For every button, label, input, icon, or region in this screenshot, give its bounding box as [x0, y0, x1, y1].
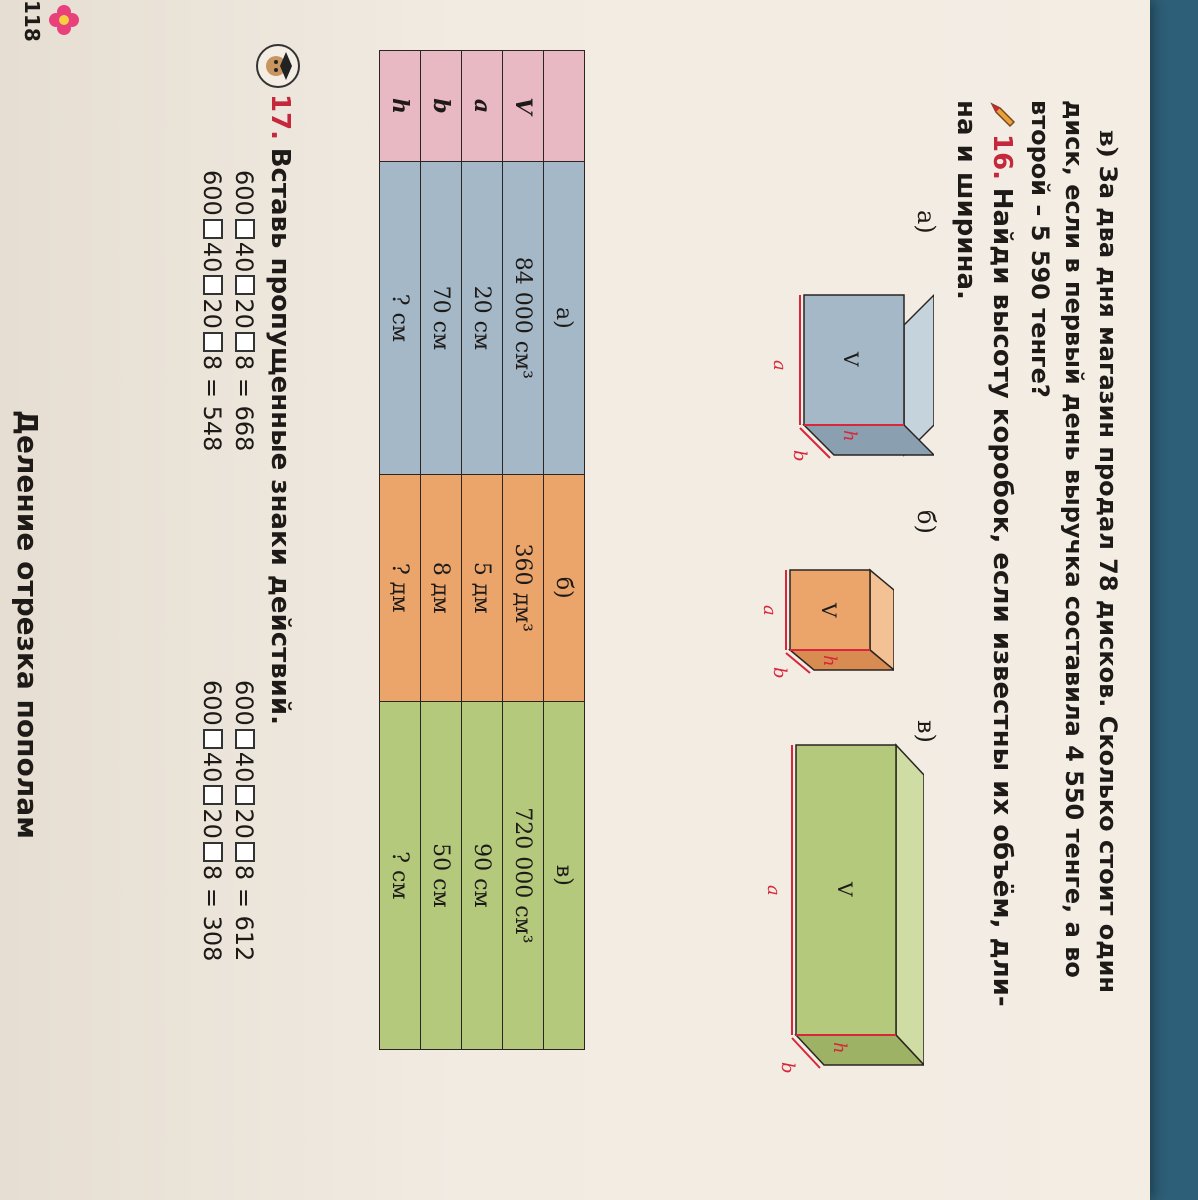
task17-number: 17. — [265, 94, 295, 141]
box-v-volume-letter: V — [833, 882, 857, 897]
equation-number: 8 — [198, 354, 226, 371]
table-row — [503, 51, 544, 1050]
equation-number: 40 — [198, 751, 226, 783]
equation-number: 40 — [198, 241, 226, 273]
table-row — [462, 51, 503, 1050]
table-cell: ? дм — [380, 474, 421, 701]
equation-result: 548 — [198, 405, 226, 452]
table-row — [421, 51, 462, 1050]
row-label-width: b — [421, 51, 462, 162]
table-cell: 5 дм — [462, 474, 503, 701]
equation-number: 20 — [230, 808, 258, 839]
row-label-length: a — [462, 51, 503, 162]
equation-right-1: 60040208 = 612 — [230, 680, 258, 962]
blank-box[interactable] — [203, 842, 223, 862]
problem-v-line-2: диск, если в первый день выручка составила 4 550 тенге, а во — [1060, 100, 1088, 978]
equation-result: 612 — [230, 915, 258, 962]
blank-box[interactable] — [203, 219, 223, 239]
table-header-a: а) — [544, 162, 585, 475]
blank-box[interactable] — [235, 729, 255, 749]
pencil-icon — [988, 100, 1018, 130]
table-cell: 20 см — [462, 162, 503, 475]
table-header-b: б) — [544, 474, 585, 701]
table-cell: 8 дм — [421, 474, 462, 701]
equation-number: 600 — [198, 170, 226, 216]
equation-number: 40 — [230, 751, 258, 783]
equation-result: 668 — [230, 405, 258, 452]
box-figure-v — [754, 730, 924, 1090]
blank-box[interactable] — [235, 785, 255, 805]
equation-number: 600 — [198, 680, 226, 726]
blank-box[interactable] — [235, 842, 255, 862]
equation-number: 20 — [198, 808, 226, 839]
task16-line-1 — [986, 134, 1018, 1007]
box-a-height-letter: h — [839, 430, 860, 442]
table-cell: 720 000 см³ — [503, 701, 544, 1049]
next-section-title: Деление отрезка пополам — [11, 410, 44, 839]
problem-v-line-1 — [1092, 130, 1124, 993]
box-b-width-letter: b — [769, 667, 790, 679]
table-corner-cell — [544, 51, 585, 162]
blank-box[interactable] — [235, 219, 255, 239]
box-figure-b — [754, 555, 894, 715]
rotated-page-content — [11, 0, 1130, 1190]
box-v-width-letter: b — [777, 1062, 798, 1074]
table-cell: 90 см — [462, 701, 503, 1049]
equation-right-2: 60040208 = 308 — [198, 680, 226, 962]
equation-number: 600 — [230, 170, 258, 216]
problem-v-line-3: второй – 5 590 тенге? — [1026, 100, 1054, 398]
table-cell: 50 см — [421, 701, 462, 1049]
volume-table — [379, 50, 585, 1050]
equation-result: 308 — [198, 915, 226, 962]
table-header-v: в) — [544, 701, 585, 1049]
blank-box[interactable] — [235, 275, 255, 295]
equation-number: 20 — [230, 298, 258, 329]
task17-title: Вставь пропущенные знаки действий. — [265, 147, 295, 725]
row-label-height: h — [380, 51, 421, 162]
table-cell: 70 см — [421, 162, 462, 475]
task17-heading — [264, 94, 296, 725]
task16-text-1: Найди высоту коробок, если известны их объём, дли- — [987, 187, 1017, 1007]
table-cell: 360 дм³ — [503, 474, 544, 701]
box-b-height-letter: h — [819, 655, 840, 667]
row-label-volume: V — [503, 51, 544, 162]
graduate-owl-icon — [256, 44, 300, 88]
problem-v-text-1: За два дня магазин продал 78 дисков. Сколько стоит один — [1094, 165, 1122, 994]
box-v-length-letter: a — [763, 885, 784, 896]
box-v-height-letter: h — [829, 1042, 850, 1054]
equation-number: 20 — [198, 298, 226, 329]
equation-left-2: 60040208 = 548 — [198, 170, 226, 452]
page-number: 118 — [20, 0, 44, 42]
box-a-length-letter: a — [769, 360, 790, 371]
table-cell: ? см — [380, 162, 421, 475]
table-cell: 84 000 см³ — [503, 162, 544, 475]
equation-number: 40 — [230, 241, 258, 273]
box-b-volume-letter: V — [817, 603, 841, 618]
equation-number: 8 — [230, 354, 258, 371]
blank-box[interactable] — [203, 275, 223, 295]
flower-icon — [44, 0, 84, 40]
figure-label-v: в) — [912, 720, 940, 743]
blank-box[interactable] — [203, 332, 223, 352]
task16-line-2: на и ширина. — [951, 100, 981, 300]
figure-label-a: а) — [912, 210, 940, 234]
problem-v-marker: в) — [1094, 130, 1123, 159]
blank-box[interactable] — [203, 785, 223, 805]
equation-number: 8 — [198, 864, 226, 881]
box-a-volume-letter: V — [839, 352, 863, 367]
table-row — [380, 51, 421, 1050]
box-figure-a — [754, 280, 934, 510]
equation-number: 8 — [230, 864, 258, 881]
equation-number: 600 — [230, 680, 258, 726]
blank-box[interactable] — [203, 729, 223, 749]
figure-label-b: б) — [912, 510, 940, 534]
equation-left-1: 60040208 = 668 — [230, 170, 258, 452]
box-b-length-letter: a — [759, 605, 780, 616]
table-header-row — [544, 51, 585, 1050]
task16-number: 16. — [987, 134, 1017, 181]
blank-box[interactable] — [235, 332, 255, 352]
table-cell: ? см — [380, 701, 421, 1049]
box-a-width-letter: b — [789, 450, 810, 462]
